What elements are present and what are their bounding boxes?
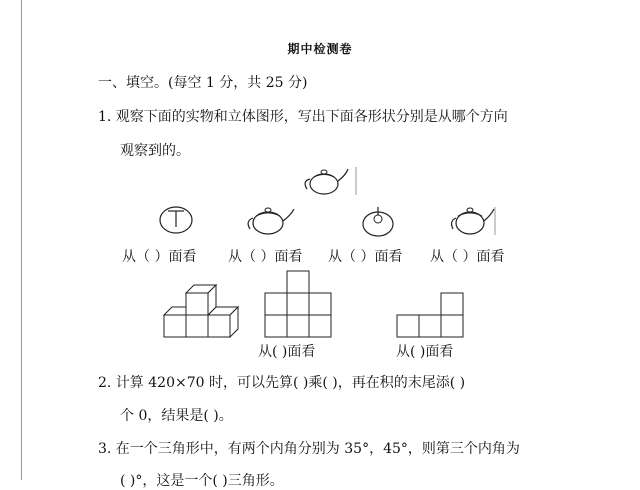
section-heading: 一、填空。(每空 1 分，共 25 分) (98, 75, 308, 91)
block-view-grid-1 (264, 270, 334, 340)
cube-stack-3d-figure (162, 285, 248, 341)
block-view-label-1: 从( )面看 (258, 344, 316, 360)
teapot-view-3 (358, 203, 398, 239)
view-label-4: 从（ ）面看 (430, 249, 505, 265)
teapot-view-2 (242, 201, 300, 237)
view-label-2: 从（ ）面看 (228, 249, 303, 265)
question-1-line-2: 观察到的。 (120, 143, 190, 159)
question-2-line-2: 个 0，结果是( )。 (120, 408, 233, 424)
question-1-line-1: 1. 观察下面的实物和立体图形，写出下面各形状分别是从哪个方向 (98, 109, 508, 125)
block-view-label-2: 从( )面看 (396, 344, 454, 360)
question-2-line-1: 2. 计算 420×70 时，可以先算( )乘( )，再在积的末尾添( ) (98, 375, 466, 391)
view-label-1: 从（ ）面看 (122, 249, 197, 265)
question-3-line-1: 3. 在一个三角形中，有两个内角分别为 35°，45°，则第三个内角为 (98, 441, 520, 457)
view-label-3: 从（ ）面看 (328, 249, 403, 265)
teapot-object-figure (298, 163, 360, 199)
page-edge-line (21, 0, 22, 480)
question-3-line-2: ( )°，这是一个( )三角形。 (120, 473, 284, 489)
teapot-view-1 (155, 203, 197, 237)
teapot-view-4 (446, 201, 498, 237)
block-view-grid-2 (396, 292, 466, 340)
page-title: 期中检测卷 (287, 42, 353, 56)
